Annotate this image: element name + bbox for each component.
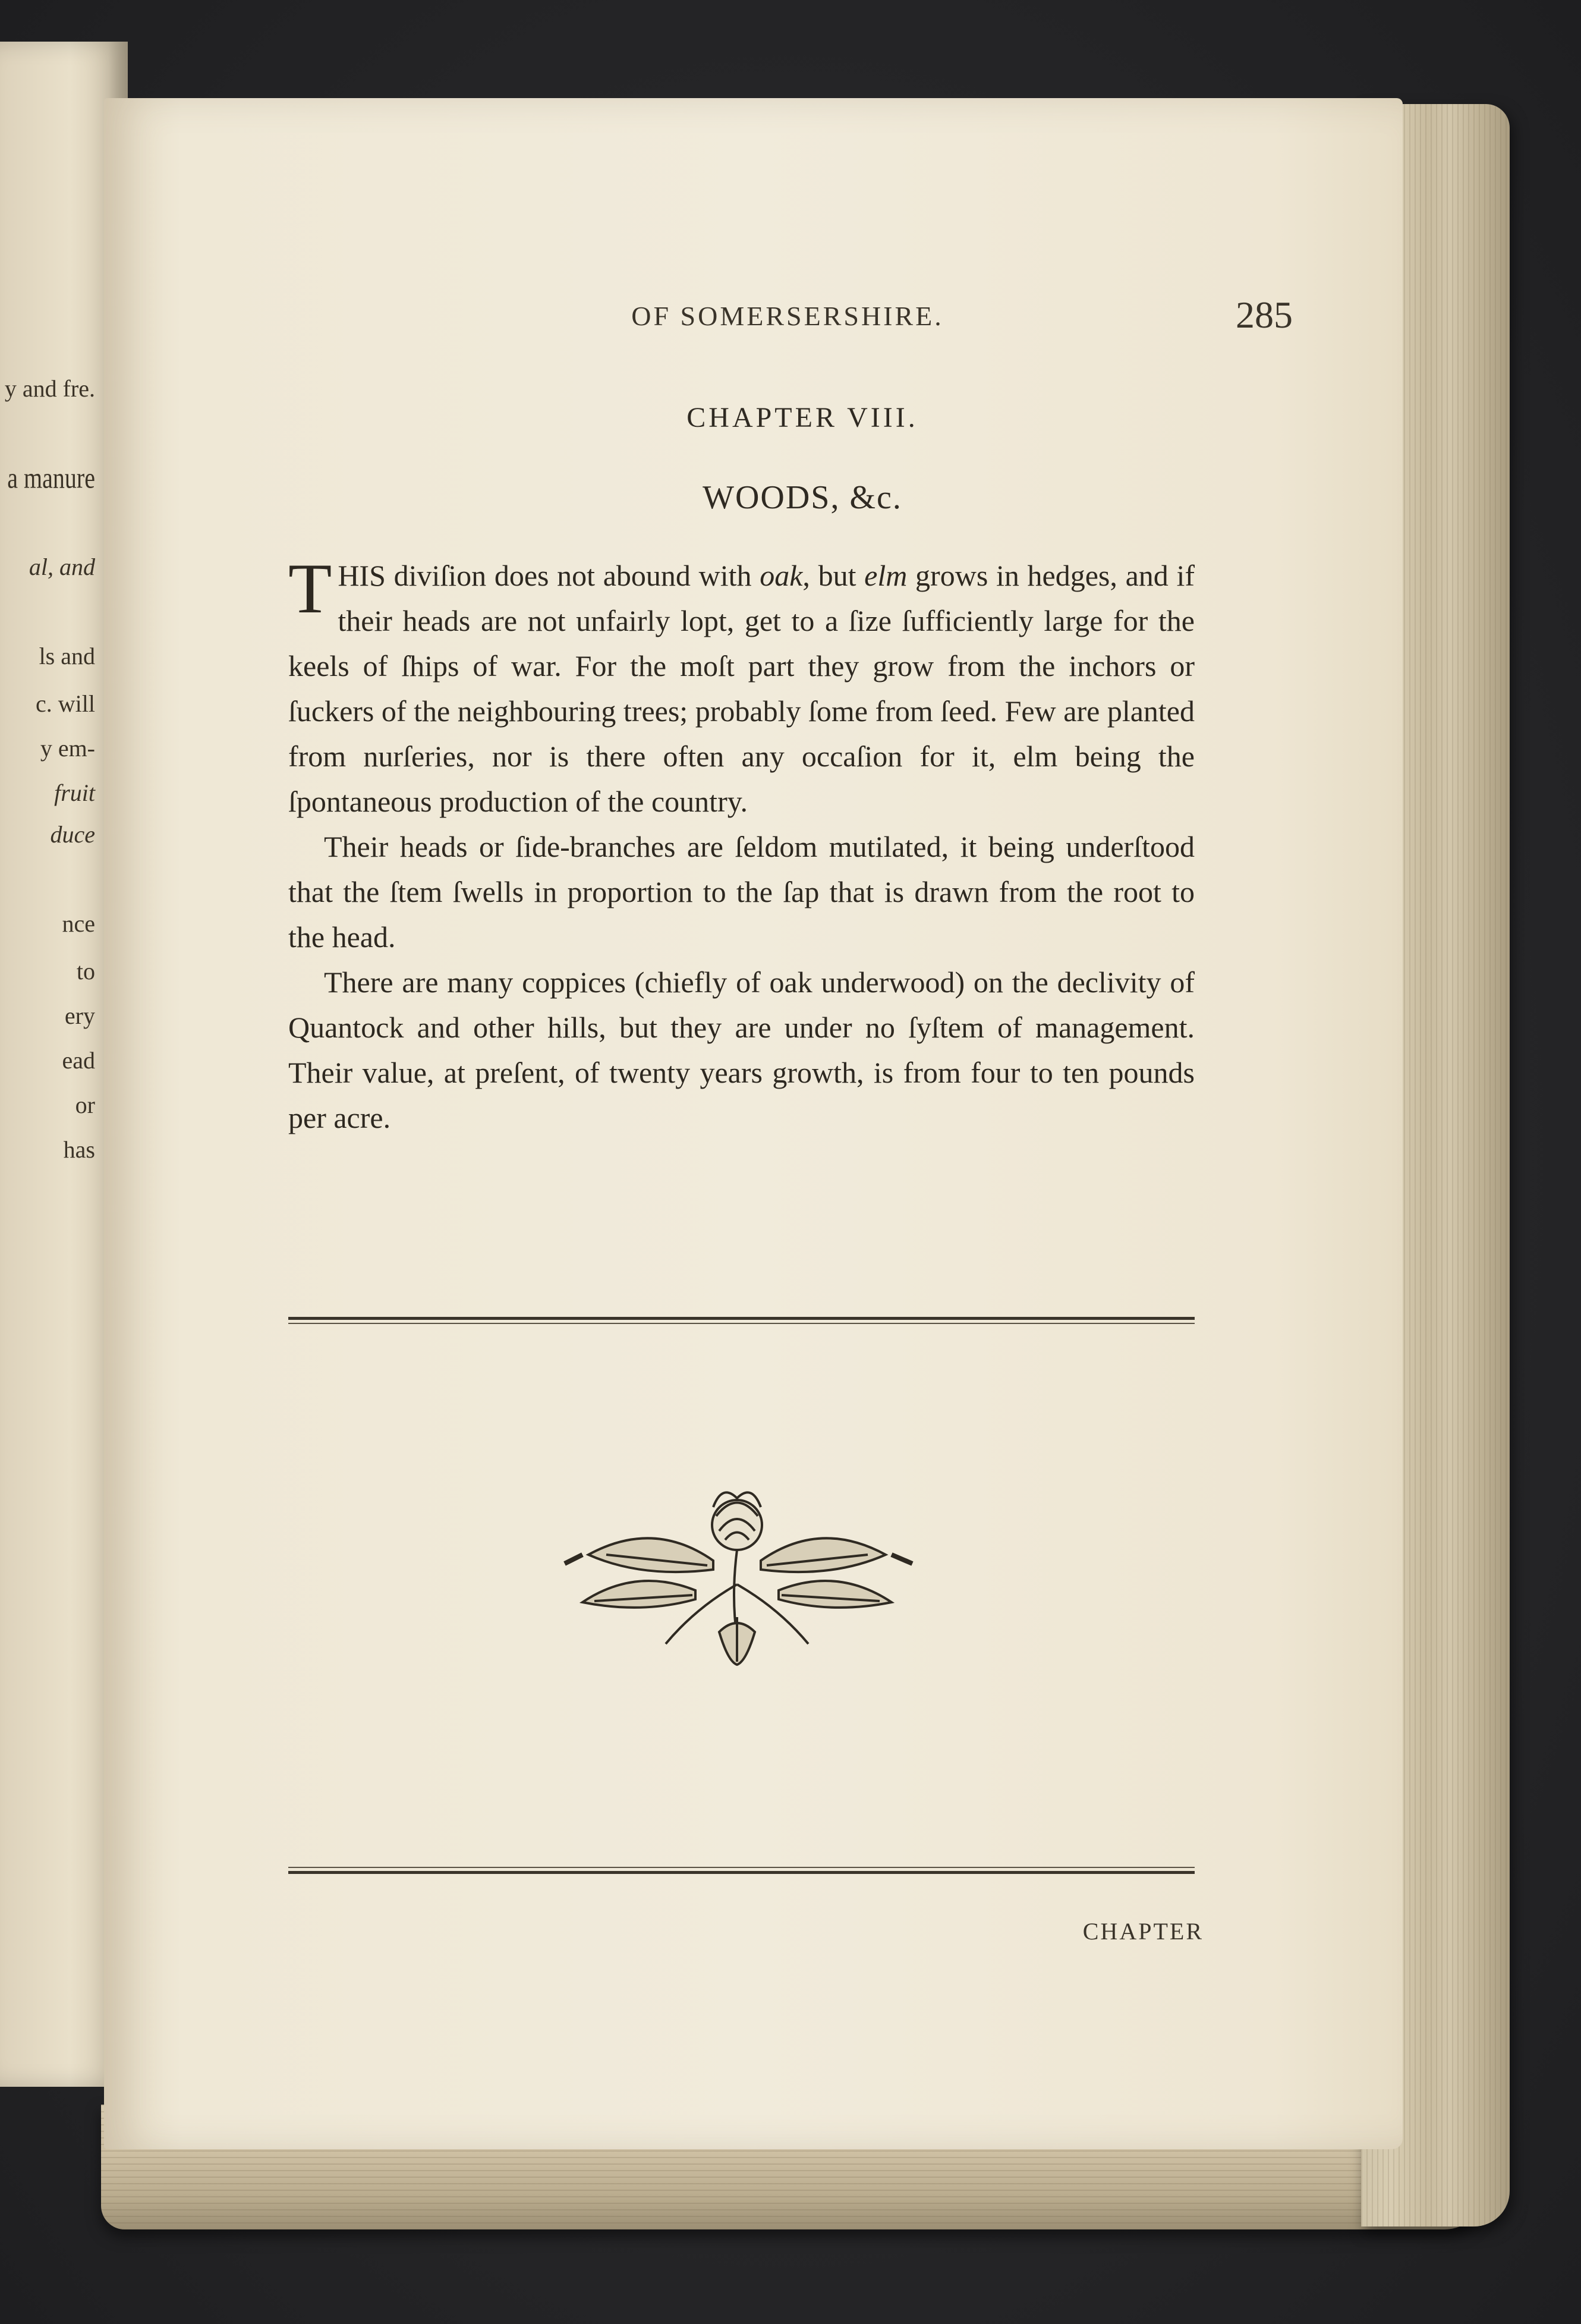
left-page-fragment: ead (62, 1047, 95, 1074)
emphasis-elm: elm (864, 559, 908, 592)
section-heading: WOODS, &c. (703, 479, 902, 516)
emphasis-oak: oak (760, 559, 803, 592)
ornamental-rule-top (288, 1317, 1195, 1324)
paragraph-text: HIS diviſion does not abound with (338, 559, 760, 592)
paragraph-text: , but (802, 559, 865, 592)
left-page-fragment: a manure (7, 461, 95, 495)
drop-cap: T (288, 549, 332, 628)
left-page-fragment: or (75, 1092, 95, 1118)
left-page-fragment: nce (62, 910, 95, 937)
paragraph: There are many coppices (chiefly of oak underwood) on the declivity of Quantock and other hills, but they are under no ſyſtem of management. Their value, at preſent, of twenty years growth, is from four to ten pounds per acre. (288, 966, 1195, 1134)
catchword: CHAPTER (1082, 1918, 1204, 1945)
left-page-fragment: duce (50, 821, 95, 848)
left-page-fragment: to (76, 958, 95, 985)
chapter-heading: CHAPTER VIII. (686, 402, 918, 433)
ornamental-rule-bottom (288, 1867, 1195, 1874)
left-page-fragment: fruit (54, 779, 95, 806)
paragraph-text: grows in hedges, and if their heads are not unfairly lopt, get to a ſize ſufficiently large for the keels of ſhips of war. For the moſt part they grow from the inchors or ſuckers of the neighbouring trees; probably ſome from ſeed. Few are planted from nurſeries, nor is there often any occaſion for it, elm being the ſpontaneous production of the country. (288, 559, 1195, 818)
left-page-fragment: y em- (40, 735, 95, 762)
left-page-fragment: al, and (29, 554, 95, 580)
left-page-fragment: ls and (39, 643, 95, 669)
left-page-fragment: ery (64, 1002, 95, 1029)
left-page-fragment: y and fre. (4, 375, 95, 402)
body-text (288, 549, 1195, 1140)
paragraph (288, 549, 1195, 824)
running-title: OF SOMERSERSHIRE. (631, 301, 944, 331)
floral-ornament-icon (517, 1466, 957, 1668)
left-page-fragment: c. will (36, 690, 95, 717)
book-page (104, 98, 1403, 2149)
page-number: 285 (1236, 294, 1293, 336)
paragraph: Their heads or ſide-branches are ſeldom mutilated, it being underſtood that the ſtem ſwells in proportion to the ſap that is drawn from the root to the head. (288, 830, 1195, 954)
running-head (520, 294, 1293, 348)
left-page-fragment: has (63, 1136, 95, 1163)
